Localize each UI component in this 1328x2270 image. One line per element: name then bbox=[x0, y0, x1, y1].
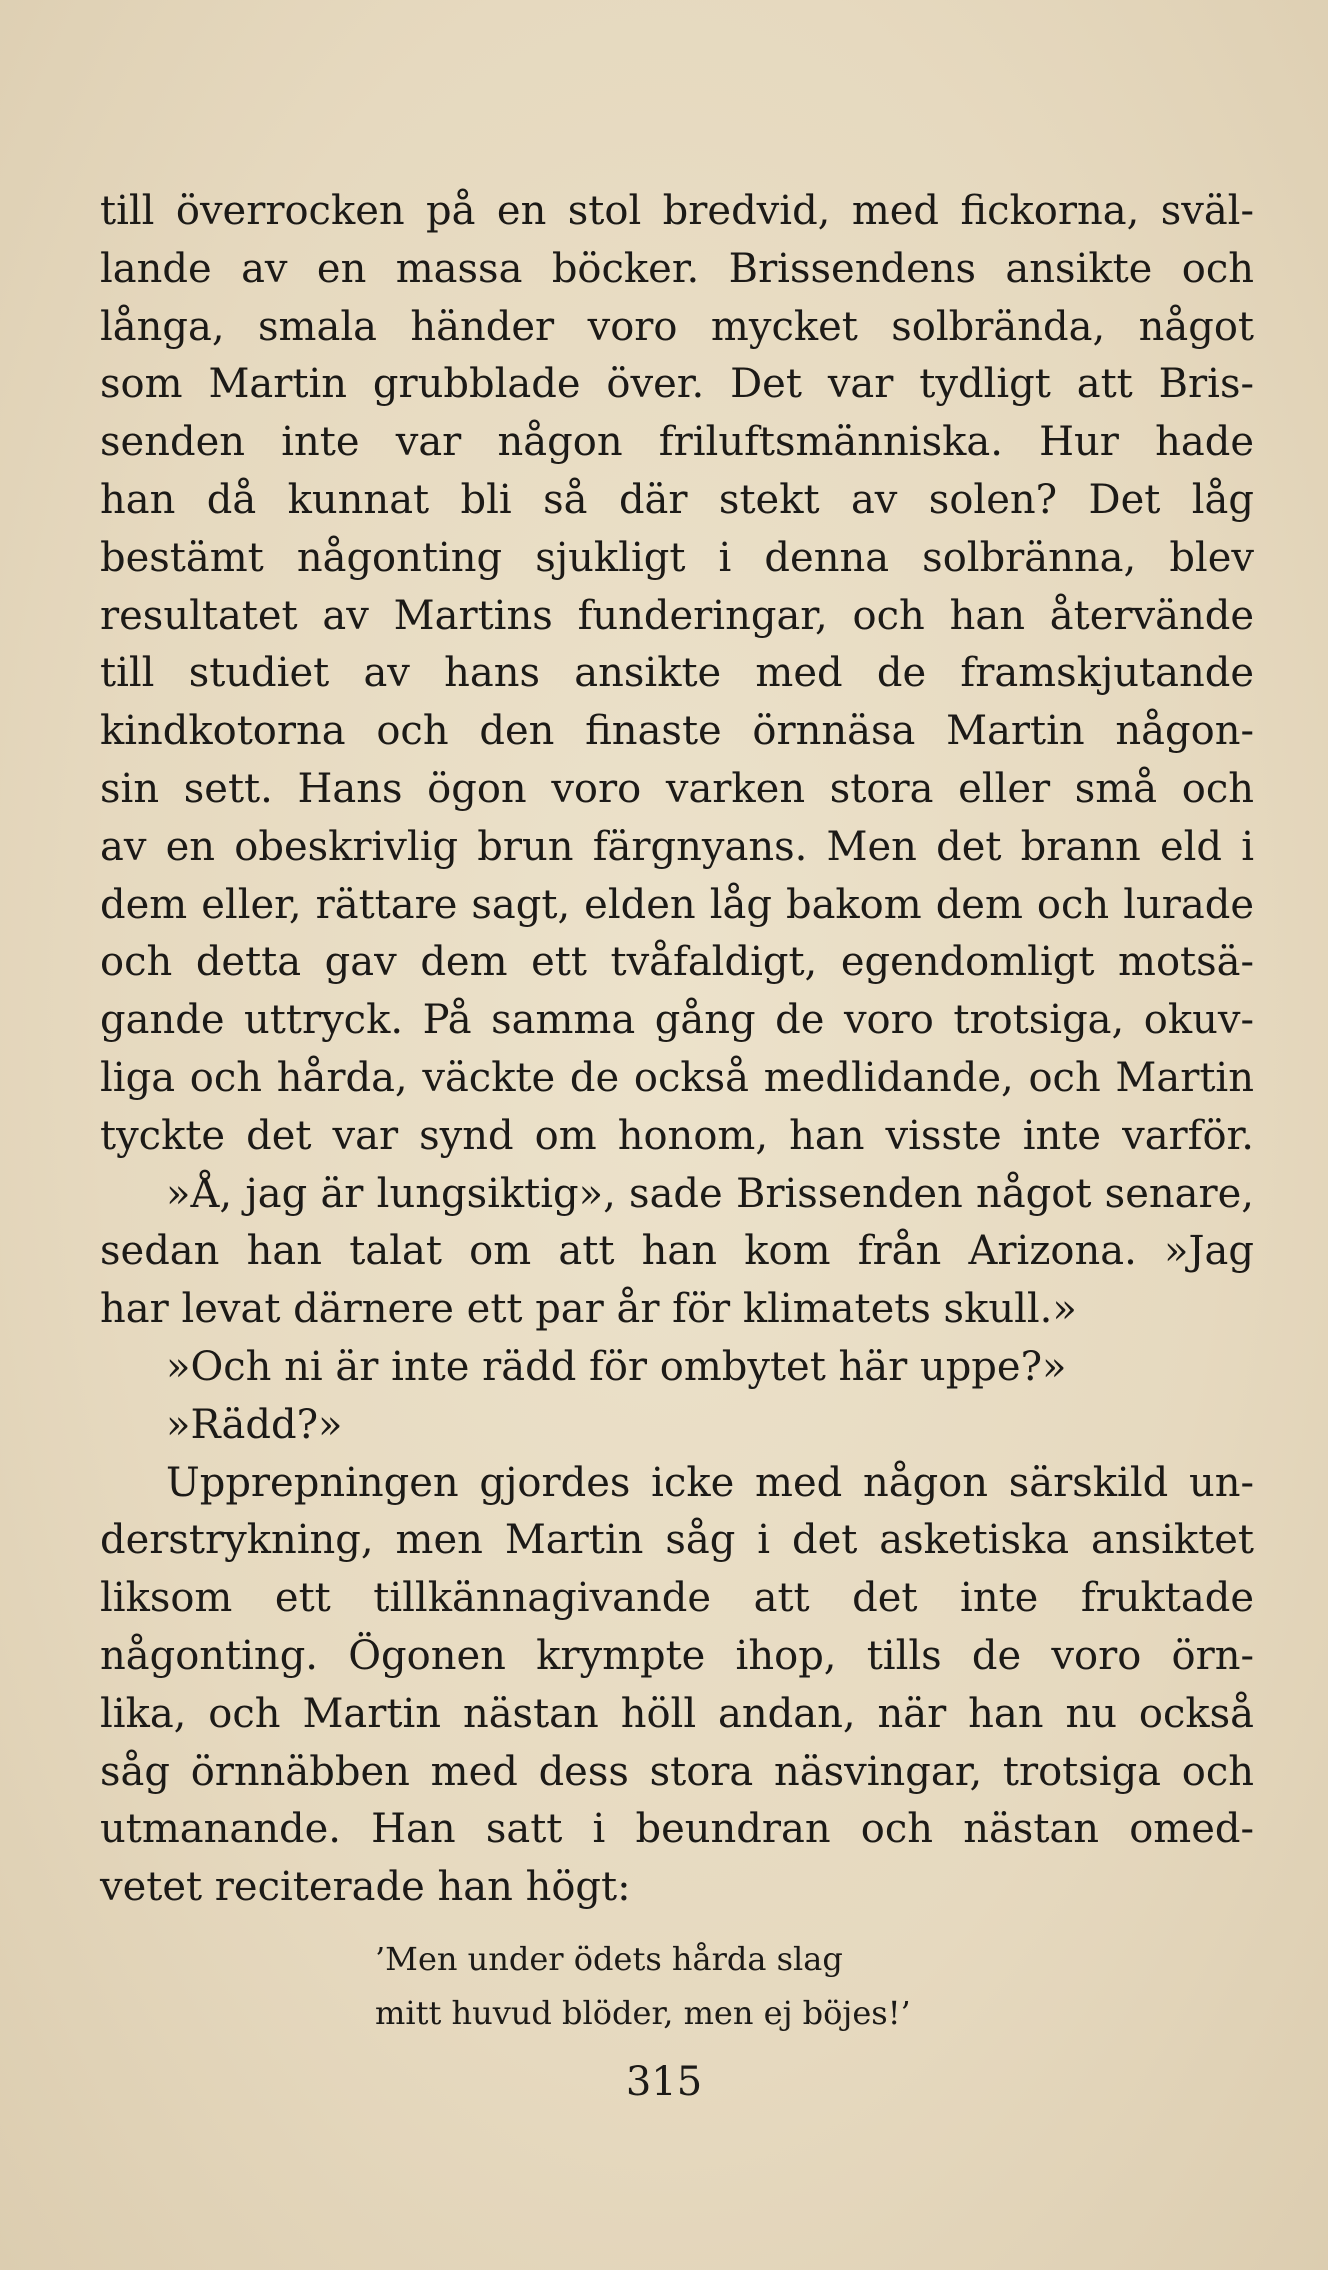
text-line: sin sett. Hans ögon voro varken stora eller små och bbox=[100, 765, 1254, 812]
text-line: tyckte det var synd om honom, han visste inte varför. bbox=[100, 1112, 1254, 1159]
text-line: lande av en massa böcker. Brissendens ansikte och bbox=[100, 245, 1254, 292]
text-line: »Å, jag är lungsiktig», sade Brissenden något senare, bbox=[166, 1170, 1254, 1217]
text-line: har levat därnere ett par år för klimatets skull.» bbox=[100, 1286, 1077, 1333]
body-text bbox=[100, 183, 1254, 1917]
text-line: och detta gav dem ett tvåfaldigt, egendomligt motsä- bbox=[100, 939, 1254, 986]
text-line: resultatet av Martins funderingar, och han återvände bbox=[100, 592, 1254, 639]
text-line: någonting. Ögonen krympte ihop, tills de voro örn- bbox=[100, 1632, 1254, 1679]
text-line: av en obeskrivlig brun färgnyans. Men det brann eld i bbox=[100, 823, 1254, 870]
text-line: »Och ni är inte rädd för ombytet här uppe?» bbox=[166, 1343, 1067, 1390]
text-line: »Rädd?» bbox=[166, 1401, 343, 1448]
text-line: till studiet av hans ansikte med de framskjutande bbox=[100, 650, 1254, 697]
text-line: lika, och Martin nästan höll andan, när han nu också bbox=[100, 1690, 1254, 1737]
text-line: långa, smala händer voro mycket solbrända, något bbox=[100, 303, 1254, 350]
page-number: 315 bbox=[625, 2059, 703, 2105]
poem-quote bbox=[375, 1932, 911, 2040]
text-line: gande uttryck. På samma gång de voro trotsiga, okuv- bbox=[100, 997, 1254, 1044]
poem-line: ’Men under ödets hårda slag bbox=[375, 1940, 843, 1978]
text-line: liksom ett tillkännagivande att det inte fruktade bbox=[100, 1575, 1254, 1622]
text-line: Upprepningen gjordes icke med någon särskild un- bbox=[166, 1459, 1254, 1506]
text-line: derstrykning, men Martin såg i det asketiska ansiktet bbox=[100, 1517, 1254, 1564]
text-line: vetet reciterade han högt: bbox=[100, 1864, 631, 1911]
text-line: till överrocken på en stol bredvid, med fickorna, sväl- bbox=[100, 188, 1254, 234]
text-line: såg örnnäbben med dess stora näsvingar, trotsiga och bbox=[100, 1748, 1254, 1795]
text-line: kindkotorna och den finaste örnnäsa Martin någon- bbox=[100, 708, 1254, 755]
text-line: sedan han talat om att han kom från Arizona. »Jag bbox=[100, 1228, 1254, 1275]
text-line: som Martin grubblade över. Det var tydligt att Bris- bbox=[100, 361, 1254, 408]
text-line: liga och hårda, väckte de också medlidande, och Martin bbox=[100, 1054, 1254, 1101]
text-line: utmanande. Han satt i beundran och nästan omed- bbox=[100, 1806, 1254, 1853]
text-line: dem eller, rättare sagt, elden låg bakom dem och lurade bbox=[100, 881, 1254, 928]
text-line: bestämt någonting sjukligt i denna solbränna, blev bbox=[100, 534, 1254, 581]
text-line: han då kunnat bli så där stekt av solen? Det låg bbox=[100, 476, 1254, 523]
poem-line: mitt huvud blöder, men ej böjes!’ bbox=[375, 1994, 911, 2032]
text-line: senden inte var någon friluftsmänniska. Hur hade bbox=[100, 419, 1254, 466]
